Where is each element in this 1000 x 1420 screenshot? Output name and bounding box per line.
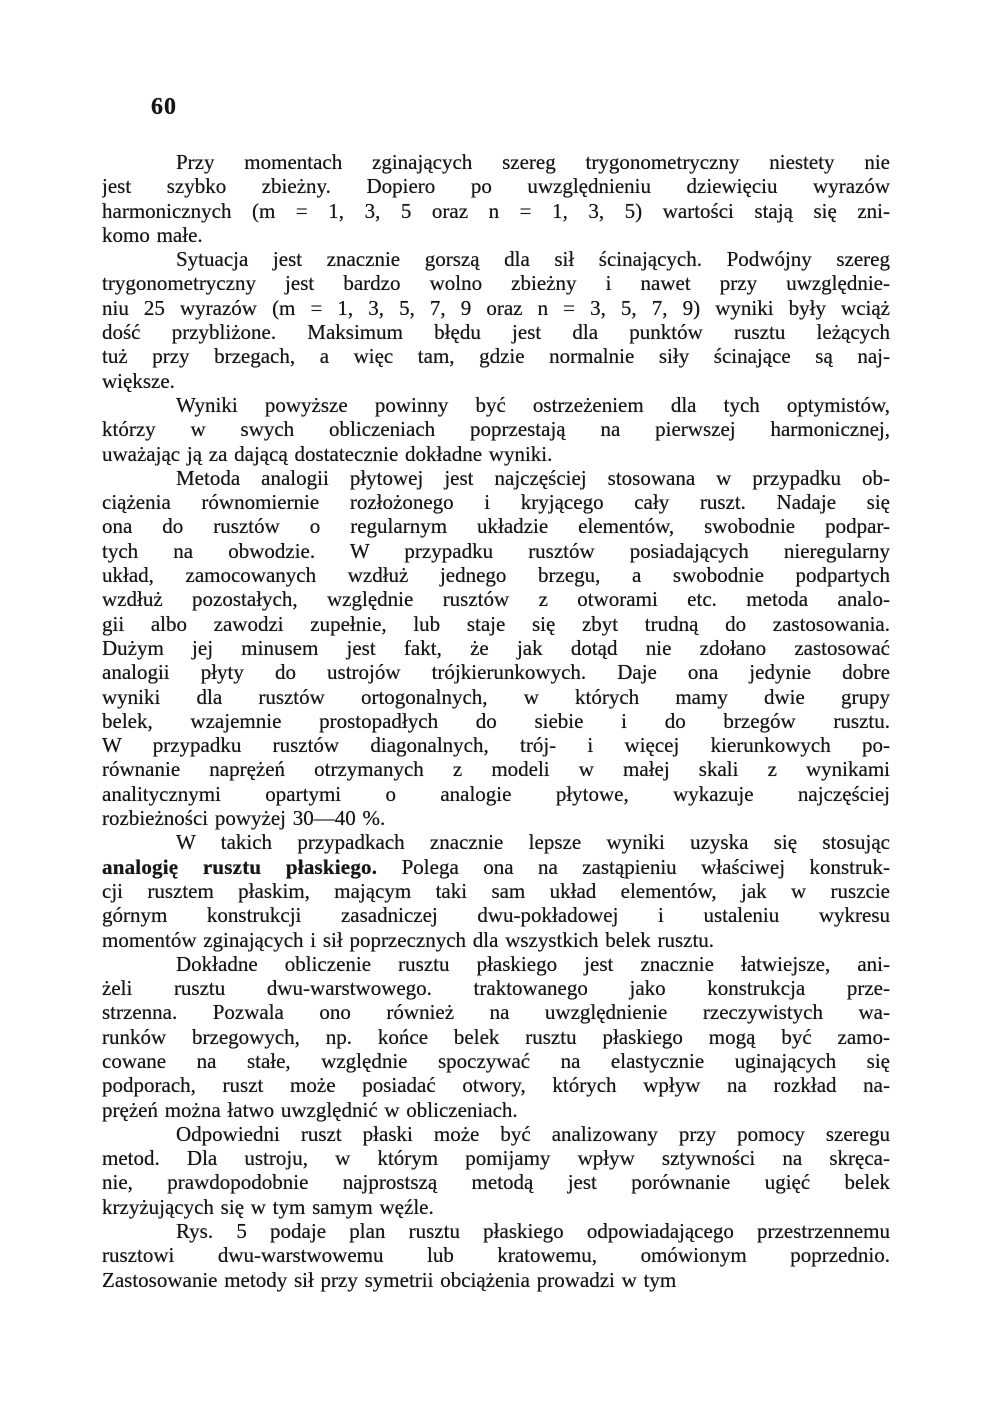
- text-line: ona do rusztów o regularnym układzie elementów, swobodnie podpar-: [102, 514, 890, 539]
- text-line: wzdłuż pozostałych, względnie rusztów z otworami etc. metoda analo-: [102, 587, 890, 612]
- text-line: podporach, ruszt może posiadać otwory, których wpływ na rozkład na-: [102, 1073, 890, 1098]
- text-line: Sytuacja jest znacznie gorszą dla sił ścinających. Podwójny szereg: [176, 247, 890, 272]
- text-line: układ, zamocowanych wzdłuż jednego brzegu, a swobodnie podpartych: [102, 563, 890, 588]
- text-line: ciążenia równomiernie rozłożonego i kryjącego cały ruszt. Nadaje się: [102, 490, 890, 515]
- text-line: rusztowi dwu-warstwowemu lub kratowemu, omówionym poprzednio.: [102, 1243, 890, 1268]
- text-line: metod. Dla ustroju, w którym pomijamy wpływ sztywności na skręca-: [102, 1146, 890, 1171]
- text-line: komo małe.: [102, 222, 203, 247]
- paragraph: [102, 393, 890, 466]
- text-line: uważając ją za dającą dostatecznie dokładne wyniki.: [102, 441, 553, 466]
- text-line: nie, prawdopodobnie najprostszą metodą jest porównanie ugięć belek: [102, 1170, 890, 1195]
- paragraph: [102, 247, 890, 393]
- text-line: cowane na stałe, względnie spoczywać na elastycznie uginających się: [102, 1048, 890, 1073]
- paragraph: [102, 952, 890, 1122]
- text-line: runków brzegowych, np. końce belek rusztu płaskiego mogą być zamo-: [102, 1024, 890, 1049]
- text-line: górnym konstrukcji zasadniczej dwu-pokładowej i ustaleniu wykresu: [102, 903, 890, 928]
- text-line: niu 25 wyrazów (m = 1, 3, 5, 7, 9 oraz n = 3, 5, 7, 9) wyniki były wciąż: [102, 295, 890, 320]
- text-line: Metoda analogii płytowej jest najczęściej stosowana w przypadku ob-: [176, 465, 890, 490]
- text-line: większe.: [102, 368, 175, 393]
- text-line: Przy momentach zginających szereg trygonometryczny niestety nie: [176, 150, 890, 174]
- paragraph: [102, 1122, 890, 1219]
- paragraph: [102, 830, 890, 951]
- text-line: którzy w swych obliczeniach poprzestają na pierwszej harmonicznej,: [102, 417, 890, 442]
- text-line: momentów zginających i sił poprzecznych dla wszystkich belek rusztu.: [102, 927, 715, 952]
- text-line: analogię rusztu płaskiego. Polega ona na zastąpieniu właściwej konstruk-: [102, 854, 890, 879]
- text-line: jest szybko zbieżny. Dopiero po uwzględnieniu dziewięciu wyrazów: [102, 174, 890, 199]
- page-number: 60: [151, 94, 177, 120]
- text-line: cji rusztem płaskim, mającym taki sam układ elementów, jak w ruszcie: [102, 878, 890, 903]
- body-text: [102, 150, 890, 1292]
- text-line: W takich przypadkach znacznie lepsze wyniki uzyska się stosując: [176, 830, 890, 855]
- text-line: żeli rusztu dwu-warstwowego. traktowanego jako konstrukcja prze-: [102, 976, 890, 1001]
- text-line: Wyniki powyższe powinny być ostrzeżeniem dla tych optymistów,: [176, 392, 890, 417]
- text-line: wyniki dla rusztów ortogonalnych, w których mamy dwie grupy: [102, 684, 890, 709]
- text-line: trygonometryczny jest bardzo wolno zbieżny i nawet przy uwzględnie-: [102, 271, 890, 296]
- text-line: harmonicznych (m = 1, 3, 5 oraz n = 1, 3, 5) wartości stają się zni-: [102, 198, 890, 223]
- text-line: Rys. 5 podaje plan rusztu płaskiego odpowiadającego przestrzennemu: [176, 1219, 890, 1244]
- text-line: krzyżujących się w tym samym węźle.: [102, 1194, 434, 1219]
- text-line: tych na obwodzie. W przypadku rusztów posiadających nieregularny: [102, 538, 890, 563]
- paragraph: [102, 150, 890, 247]
- text-line: belek, wzajemnie prostopadłych do siebie i do brzegów rusztu.: [102, 708, 890, 733]
- text-line: W przypadku rusztów diagonalnych, trój- i więcej kierunkowych po-: [102, 733, 890, 758]
- text-line: Odpowiedni ruszt płaski może być analizowany przy pomocy szeregu: [176, 1121, 890, 1146]
- text-line: tuż przy brzegach, a więc tam, gdzie normalnie siły ścinające są naj-: [102, 344, 890, 369]
- text-line: dość przybliżone. Maksimum błędu jest dla punktów rusztu leżących: [102, 320, 890, 345]
- text-line: rozbieżności powyżej 30—40 %.: [102, 806, 386, 831]
- text-line: Zastosowanie metody sił przy symetrii obciążenia prowadzi w tym: [102, 1267, 677, 1292]
- text-line: równanie naprężeń otrzymanych z modeli w małej skali z wynikami: [102, 757, 890, 782]
- text-line: Dużym jej minusem jest fakt, że jak dotąd nie zdołano zastosować: [102, 635, 890, 660]
- text-line: strzenna. Pozwala ono również na uwzględnienie rzeczywistych wa-: [102, 1000, 890, 1025]
- paragraph: [102, 466, 890, 830]
- text-line: analogii płyty do ustrojów trójkierunkowych. Daje ona jedynie dobre: [102, 660, 890, 685]
- text-line: gii albo zawodzi zupełnie, lub staje się zbyt trudną do zastosowania.: [102, 611, 890, 636]
- text-line: prężeń można łatwo uwzględnić w obliczeniach.: [102, 1097, 518, 1122]
- paragraph: [102, 1219, 890, 1292]
- text-line: analitycznymi opartymi o analogie płytowe, wykazuje najczęściej: [102, 781, 890, 806]
- text-line: Dokładne obliczenie rusztu płaskiego jest znacznie łatwiejsze, ani-: [176, 951, 890, 976]
